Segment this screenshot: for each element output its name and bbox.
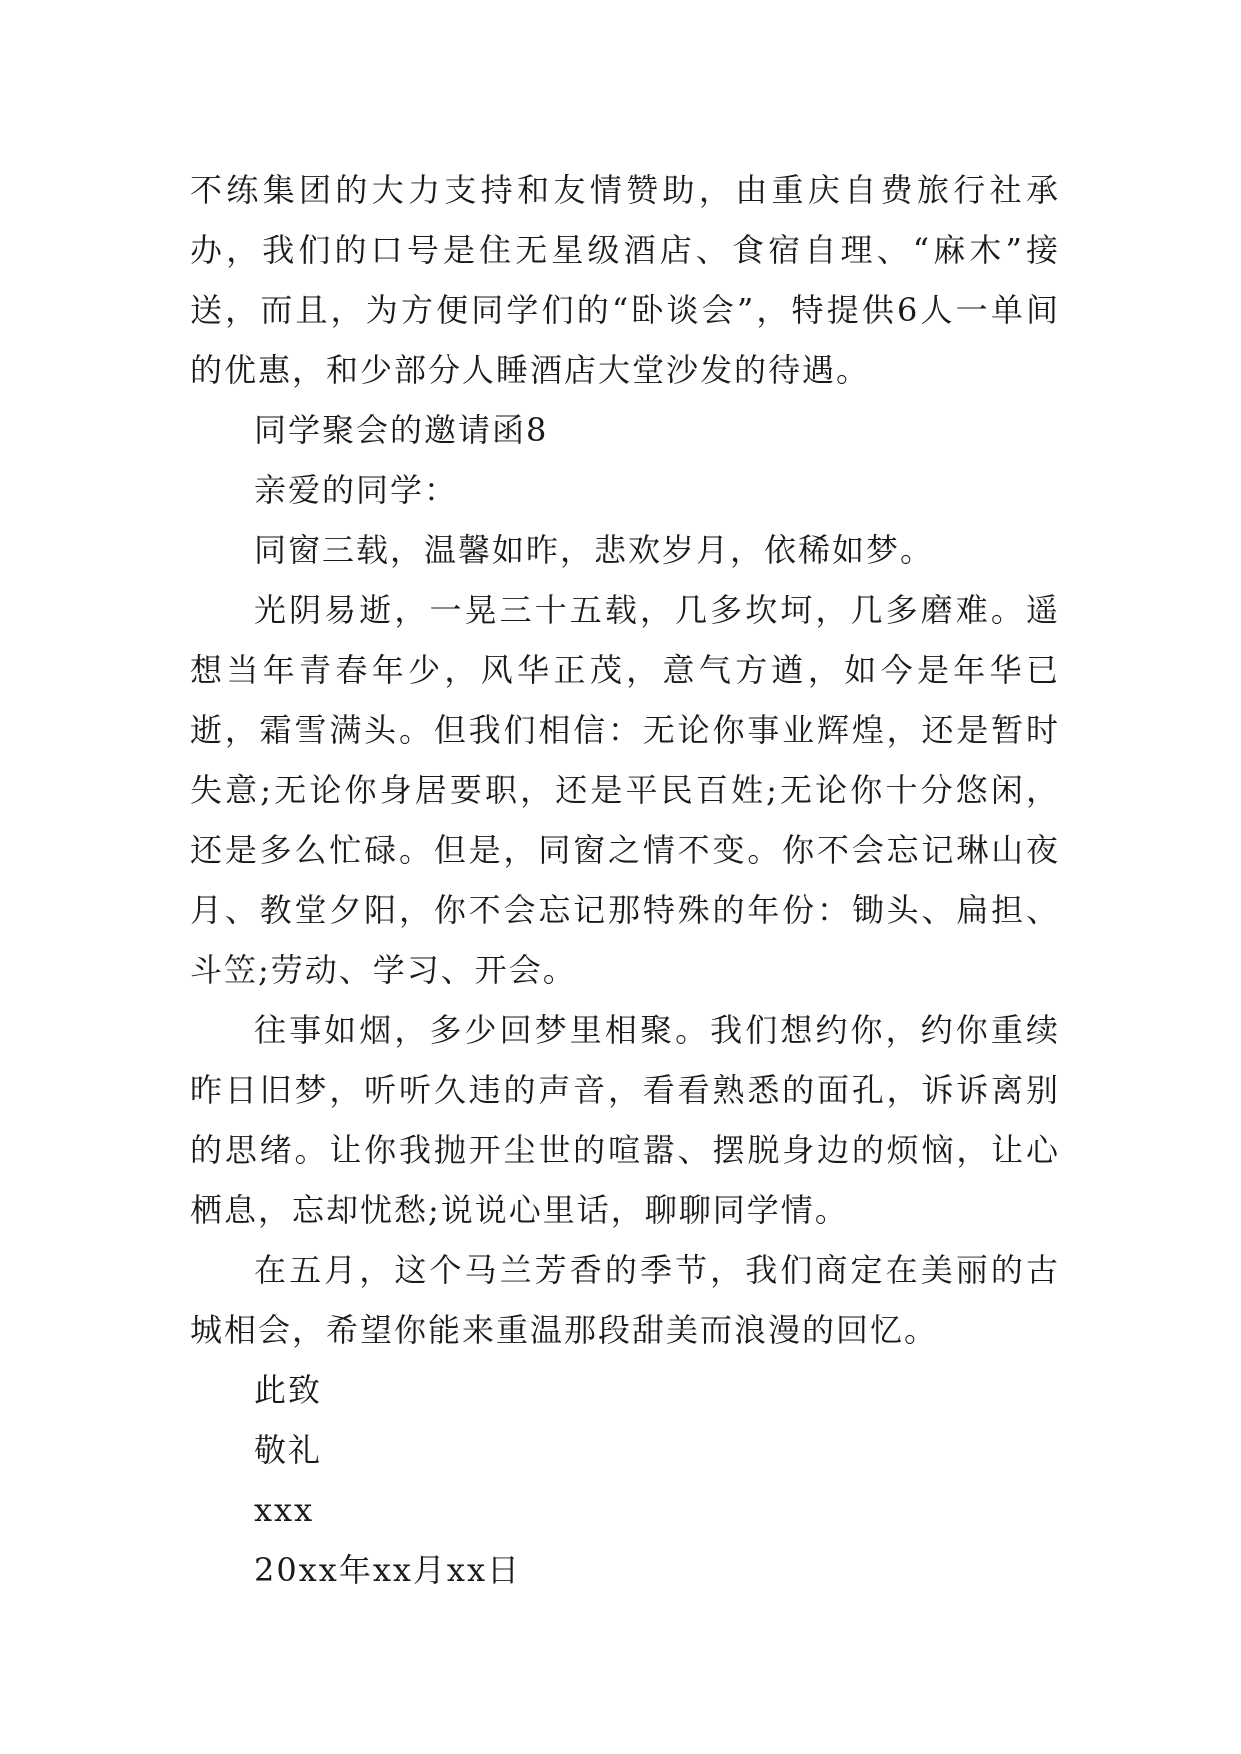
salutation: 亲爱的同学： xyxy=(254,471,459,509)
closing-line: 此致 xyxy=(254,1371,323,1409)
paragraph: 光阴易逝，一晃三十五载，几多坎坷，几多磨难。遥想当年青春年少，风华正茂，意气方遒，如今是年华已逝，霜雪满头。但我们相信：无论你事业辉煌，还是暂时失意;无论你身居要职，还是平民百姓;无论你十分悠闲，还是多么忙碌。但是，同窗之情不变。你不会忘记琳山夜月、教堂夕阳，你不会忘记那特殊的年份：锄头、扁担、斗笠;劳动、学习、开会。 xyxy=(190,591,1060,989)
date-line: 20xx年xx月xx日 xyxy=(254,1551,522,1589)
paragraph: 同窗三载，温馨如昨，悲欢岁月，依稀如梦。 xyxy=(254,531,935,569)
letter-heading: 同学聚会的邀请函8 xyxy=(254,411,549,449)
paragraph-continuation: 不练集团的大力支持和友情赞助，由重庆自费旅行社承办，我们的口号是住无星级酒店、食宿自理、“麻木”接送，而且，为方便同学们的“卧谈会”，特提供6人一单间的优惠，和少部分人睡酒店大堂沙发的待遇。 xyxy=(190,171,1060,389)
document-body xyxy=(190,160,1060,1600)
paragraph: 往事如烟，多少回梦里相聚。我们想约你，约你重续昨日旧梦，听听久违的声音，看看熟悉的面孔，诉诉离别的思绪。让你我抛开尘世的喧嚣、摆脱身边的烦恼，让心栖息，忘却忧愁;说说心里话，聊聊同学情。 xyxy=(190,1011,1060,1229)
signature: xxx xyxy=(254,1491,315,1529)
paragraph: 在五月，这个马兰芳香的季节，我们商定在美丽的古城相会，希望你能来重温那段甜美而浪漫的回忆。 xyxy=(190,1251,1060,1349)
closing-salute: 敬礼 xyxy=(254,1431,323,1469)
